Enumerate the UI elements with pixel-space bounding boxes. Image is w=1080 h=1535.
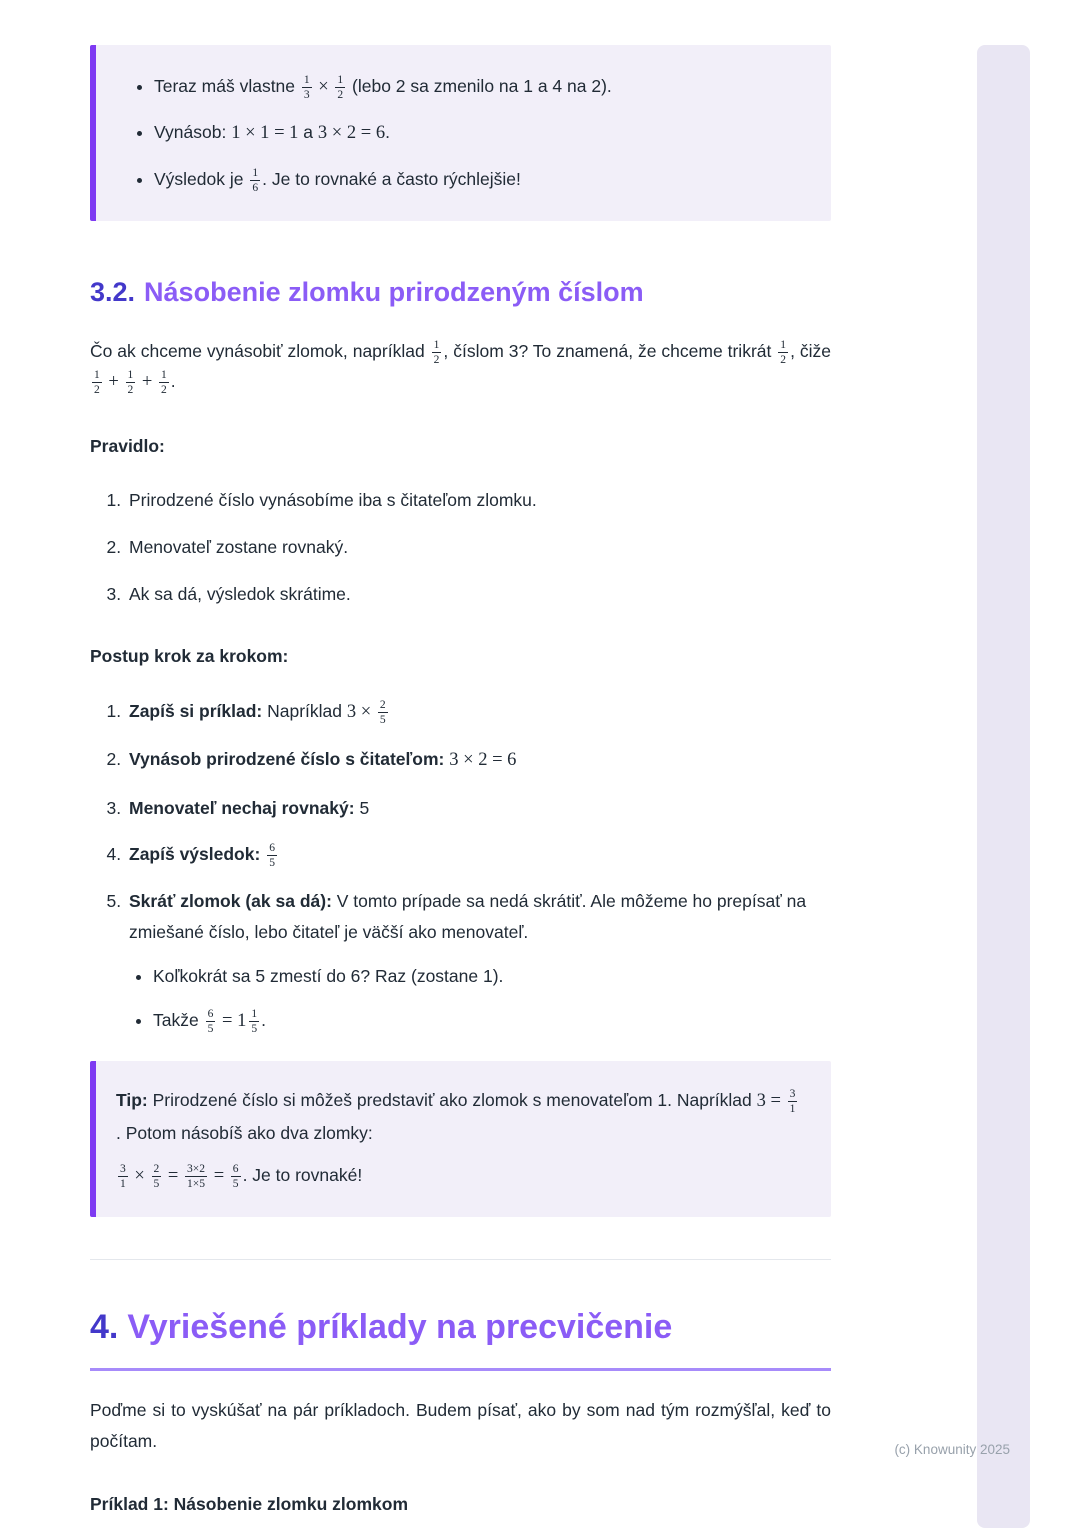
postup-label: Postup krok za krokom: xyxy=(90,646,289,667)
step-text: Zapíš výsledok: $\frac{6}{5}$ xyxy=(129,842,275,870)
rules-list xyxy=(90,485,831,609)
note-bullet-list xyxy=(116,71,803,195)
step-text: Skráť zlomok (ak sa dá): V tomto prípade sa nedá skrátiť. Ale môžeme ho prepísať na zmiešané číslo, lebo čitateľ je väčší ako menovateľ. xyxy=(129,890,807,942)
page-content xyxy=(90,45,831,1535)
section-3-2-title: Násobenie zlomku prirodzeným číslom xyxy=(144,276,644,307)
tip-line-2: $\frac{3}{1}$ × $\frac{2}{5}$ = $\frac{3\times 2}{1\times 5}$ = $\frac{6}{5}$ . Je to rovnaké! xyxy=(120,1163,363,1191)
substep-item xyxy=(153,1005,831,1037)
step-text: Menovateľ nechaj rovnaký: 5 xyxy=(129,797,370,818)
rule-text: Prirodzené číslo vynásobíme iba s čitateľom zlomku. xyxy=(129,490,537,511)
example-1-label: Príklad 1: Násobenie zlomku zlomkom xyxy=(90,1493,408,1514)
rule-item xyxy=(126,579,831,610)
section-divider xyxy=(90,1259,831,1260)
step-item xyxy=(126,744,831,776)
intro-paragraph: Čo ak chceme vynásobiť zlomok, napríklad $\frac{1}{2}$ , číslom 3? To znamená, že chceme trikrát $\frac{1}{2}$ , čiže $\frac{1}{2}$ + $\frac{1}{2}$ + $\frac{1}{2}$ . xyxy=(90,338,831,397)
pravidlo-label: Pravidlo: xyxy=(90,435,165,456)
note-bullet xyxy=(154,117,803,149)
rule-item xyxy=(126,532,831,563)
outro-paragraph: Poďme si to vyskúšať na pár príkladoch. Budem písať, ako by som nad tým rozmýšľal, keď to počítam. xyxy=(90,1400,831,1451)
substep-item xyxy=(153,961,831,992)
section-3-2-heading xyxy=(90,275,831,310)
step-item xyxy=(126,696,831,728)
note-bullet-text: Výsledok je $\frac{1}{6}$ . Je to rovnaké a často rýchlejšie! xyxy=(154,166,521,194)
note-bullet xyxy=(154,164,803,195)
section-4-number: 4. xyxy=(90,1307,119,1346)
step-text: Zapíš si príklad: Napríklad 3 × $\frac{2}{5}$ xyxy=(129,698,386,726)
copyright-text: (c) Knowunity 2025 xyxy=(894,1442,1010,1457)
section-3-2-number: 3.2. xyxy=(90,276,136,307)
note-bullet-text: Teraz máš vlastne $\frac{1}{3}$ × $\frac{1}{2}$ (lebo 2 sa zmenilo na 1 a 4 na 2). xyxy=(154,73,612,101)
rule-text: Ak sa dá, výsledok skrátime. xyxy=(129,583,351,604)
scrollbar-track[interactable] xyxy=(977,45,1030,1528)
note-callout xyxy=(90,45,831,221)
step-item xyxy=(126,886,831,1037)
note-bullet-text: Vynásob: 1 × 1 = 1 a 3 × 2 = 6. xyxy=(154,122,390,144)
rule-item xyxy=(126,485,831,516)
rule-text: Menovateľ zostane rovnaký. xyxy=(129,536,349,557)
substep-text: Takže $\frac{6}{5}$ = 1 $\frac{1}{5}$ . xyxy=(153,1007,266,1035)
section-4-title: Vyriešené príklady na precvičenie xyxy=(127,1307,673,1346)
tip-callout xyxy=(90,1061,831,1217)
tip-line-1: Tip: Prirodzené číslo si môžeš predstaviť ako zlomok s menovateľom 1. Napríklad 3 = $\frac{3}{1}$ . Potom násobíš ako dva zlomky: xyxy=(116,1088,796,1143)
substep-text: Koľkokrát sa 5 zmestí do 6? Raz (zostane 1). xyxy=(153,966,504,987)
steps-list xyxy=(90,696,831,1037)
note-bullet xyxy=(154,71,803,103)
step-item xyxy=(126,839,831,870)
step-item xyxy=(126,793,831,824)
section-4-heading xyxy=(90,1306,831,1372)
substep-list xyxy=(129,961,831,1037)
step-text: Vynásob prirodzené číslo s čitateľom: 3 × 2 = 6 xyxy=(129,749,517,771)
